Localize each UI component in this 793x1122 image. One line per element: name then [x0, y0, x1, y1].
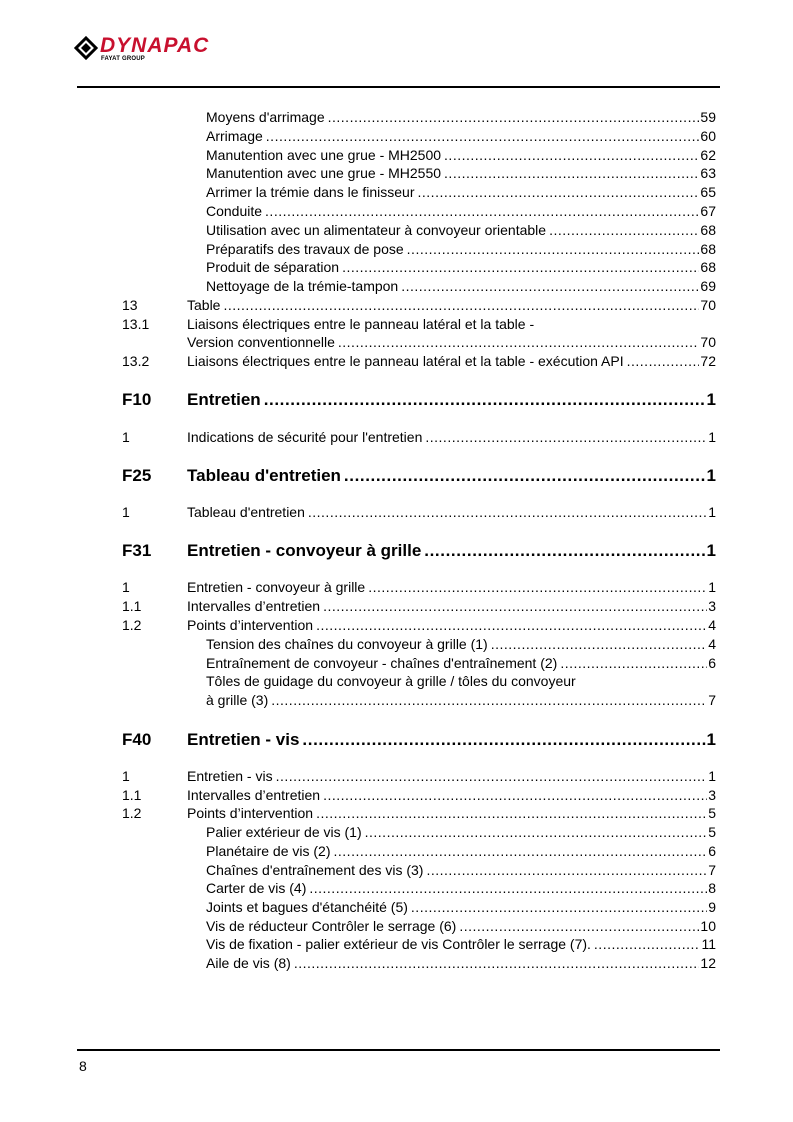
toc-entry[interactable]: 1.2 Points d’intervention ..... 4	[0, 616, 793, 635]
toc-entry[interactable]: Nettoyage de la trémie-tampon ..... 69	[0, 277, 793, 296]
toc-entry[interactable]: 1 Entretien - convoyeur à grille ..... 1	[0, 578, 793, 597]
toc-entry[interactable]: Vis de réducteur Contrôler le serrage (6) ..... 10	[0, 917, 793, 936]
toc-entry[interactable]: Arrimage ..... 60	[0, 127, 793, 146]
footer-rule	[77, 1049, 720, 1051]
toc-section-13-1[interactable]: 13.1 Liaisons électriques entre le panneau latéral et la table -	[122, 316, 535, 332]
toc-entry[interactable]: Aile de vis (8) ..... 12	[0, 954, 793, 973]
brand-subtitle: FAYAT GROUP	[101, 56, 145, 62]
toc-entry[interactable]: 1 Indications de sécurité pour l'entretien ..... 1	[0, 428, 793, 447]
toc-entry[interactable]: 1.1 Intervalles d’entretien ..... 3	[0, 786, 793, 805]
toc-entry[interactable]: Moyens d'arrimage ..... 59	[0, 108, 793, 127]
toc-entry[interactable]: Conduite ..... 67	[0, 202, 793, 221]
toc-entry[interactable]: Manutention avec une grue - MH2550 ..... 63	[0, 164, 793, 183]
toc-entry[interactable]: 1 Entretien - vis ..... 1	[0, 767, 793, 786]
toc-chapter-f10[interactable]: F10 Entretien ..... 1	[0, 388, 793, 412]
toc-entry[interactable]: Préparatifs des travaux de pose ..... 68	[0, 240, 793, 259]
toc-entry[interactable]: Carter de vis (4) ..... 8	[0, 879, 793, 898]
toc-chapter-f25[interactable]: F25 Tableau d'entretien ..... 1	[0, 464, 793, 488]
toc-entry[interactable]: Arrimer la trémie dans le finisseur ..... 65	[0, 183, 793, 202]
toc-entry[interactable]: Planétaire de vis (2) ..... 6	[0, 842, 793, 861]
brand-name: DYNAPAC	[100, 34, 210, 57]
toc-section-13[interactable]: 13 Table ..... 70	[0, 296, 793, 315]
toc-entry[interactable]: Tôles de guidage du convoyeur à grille / tôles du convoyeur	[206, 673, 576, 689]
toc-entry[interactable]: 1.1 Intervalles d’entretien ..... 3	[0, 597, 793, 616]
toc-section-13-2[interactable]: 13.2 Liaisons électriques entre le panneau latéral et la table - exécution API ..... 72	[0, 352, 793, 371]
toc-chapter-f40[interactable]: F40 Entretien - vis ..... 1	[0, 728, 793, 752]
page-number: 8	[79, 1058, 87, 1074]
toc-entry-cont[interactable]: à grille (3) ..... 7	[0, 691, 793, 710]
toc-entry[interactable]: Manutention avec une grue - MH2500 ..... 62	[0, 146, 793, 165]
toc-entry[interactable]: 1 Tableau d'entretien ..... 1	[0, 503, 793, 522]
toc-section-13-1-cont[interactable]: Version conventionnelle ..... 70	[0, 333, 793, 352]
toc-entry[interactable]: Vis de fixation - palier extérieur de vis Contrôler le serrage (7). ..... 11	[0, 935, 793, 954]
toc-entry[interactable]: Utilisation avec un alimentateur à convoyeur orientable ..... 68	[0, 221, 793, 240]
toc-entry[interactable]: Joints et bagues d'étanchéité (5) ..... 9	[0, 898, 793, 917]
toc-entry[interactable]: Entraînement de convoyeur - chaînes d'entraînement (2) ..... 6	[0, 654, 793, 673]
toc-entry[interactable]: Chaînes d'entraînement des vis (3) ..... 7	[0, 861, 793, 880]
toc-chapter-f31[interactable]: F31 Entretien - convoyeur à grille ..... 1	[0, 539, 793, 563]
toc-entry[interactable]: Palier extérieur de vis (1) ..... 5	[0, 823, 793, 842]
toc-entry[interactable]: 1.2 Points d’intervention ..... 5	[0, 804, 793, 823]
toc-entry[interactable]: Produit de séparation ..... 68	[0, 258, 793, 277]
toc-entry[interactable]: Tension des chaînes du convoyeur à grille (1) ..... 4	[0, 635, 793, 654]
